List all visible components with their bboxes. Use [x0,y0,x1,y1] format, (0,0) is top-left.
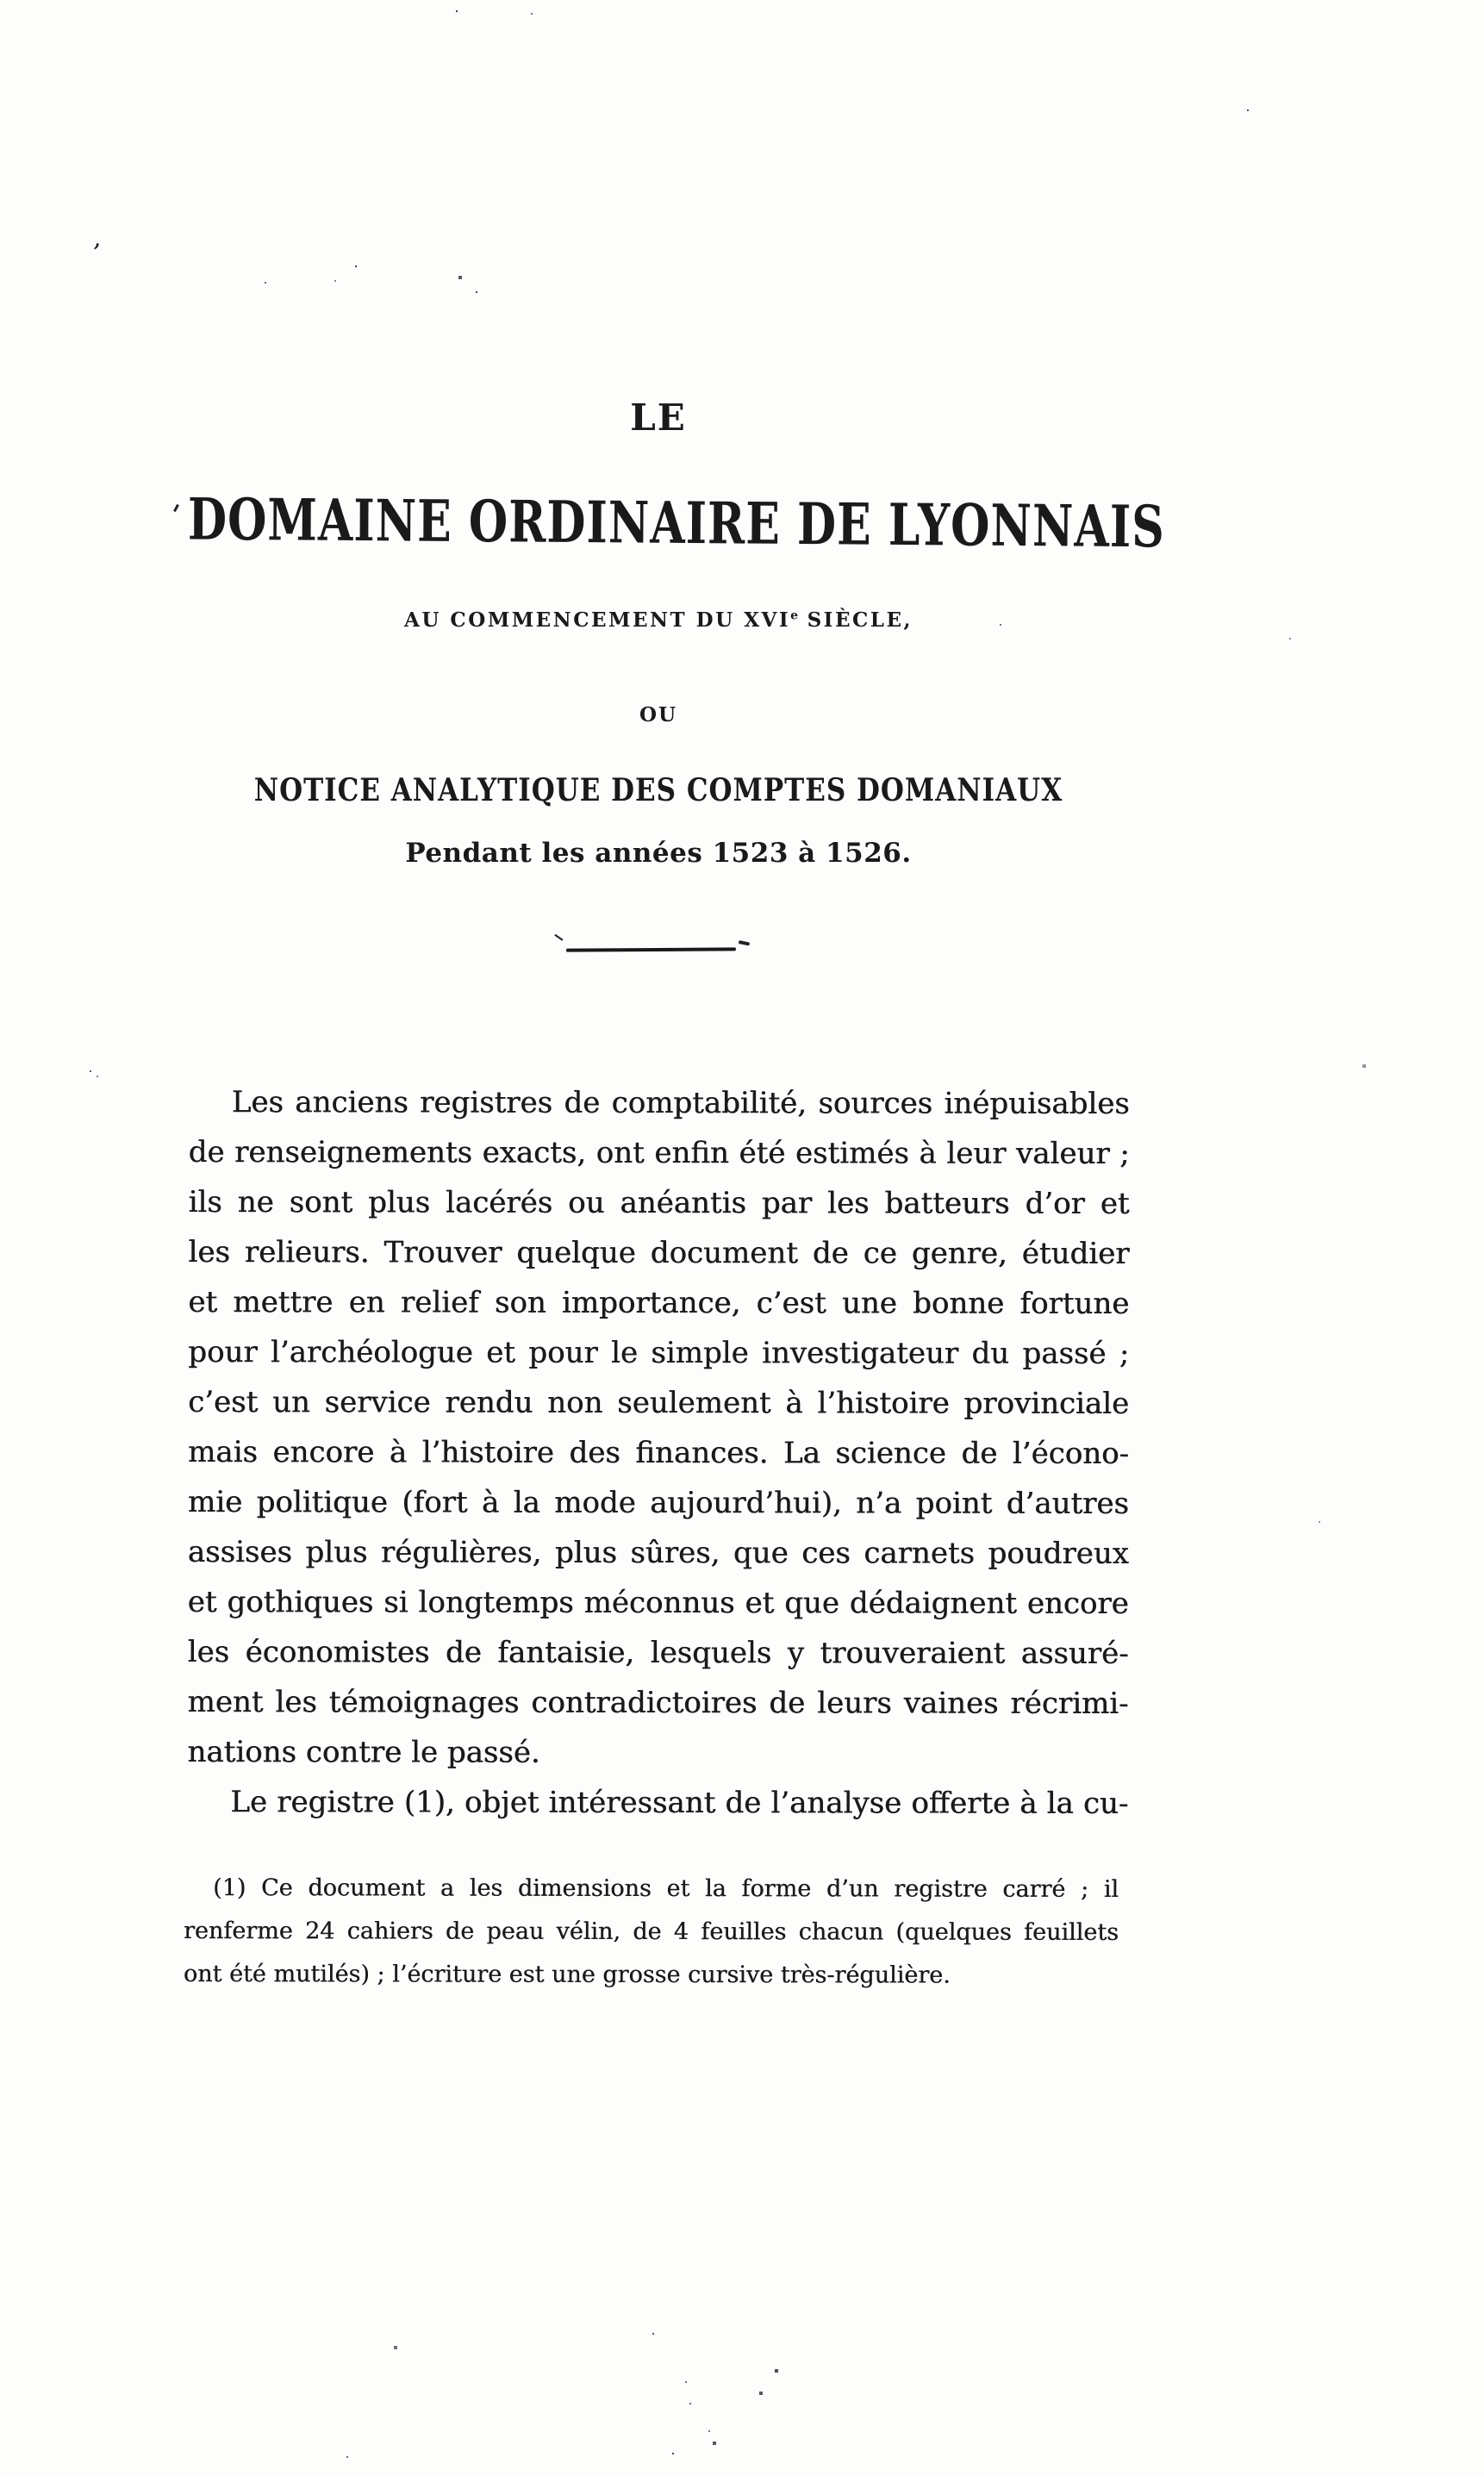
body-line: pour l’archéologue et pour le simple investigateur du passé ; [188,1335,1130,1371]
scan-speck: ’ [89,238,103,270]
body-text [187,1077,1130,1829]
body-line: ils ne sont plus lacérés ou anéantis par les batteurs d’or et [188,1185,1130,1221]
body-line: de renseignements exacts, ont enfin été estimés à leur valeur ; [188,1135,1130,1171]
page-title: DOMAINE ORDINAIRE DE LYONNAIS [187,486,1165,561]
body-line: les économistes de fantaisie, lesquels y trouveraient assuré- [187,1635,1129,1671]
kicker-le: LE [630,396,687,439]
subtitle-text-end: SIÈCLE, [798,608,913,632]
footnote-line: renferme 24 cahiers de peau vélin, de 4 feuilles chacun (quelques feuillets [183,1918,1119,1946]
body-line: mais encore à l’histoire des finances. La science de l’écono- [187,1435,1130,1471]
date-line: Pendant les années 1523 à 1526. [405,838,912,869]
body-line: mie politique (fort à la mode aujourd’hui), n’a point d’autres [187,1485,1129,1521]
body-line: et gothiques si longtemps méconnus et que dédaignent encore [187,1585,1129,1621]
subtitle [188,608,1129,633]
footnote [184,1867,1119,1998]
secondary-title: NOTICE ANALYTIQUE DES COMPTES DOMANIAUX [253,771,1063,809]
body-line: nations contre le passé. [187,1735,540,1770]
body-line: ment les témoignages contradictoires de leurs vaines récrimi- [187,1685,1129,1721]
footnote-line: (1) Ce document a les dimensions et la forme d’un registre carré ; il [213,1874,1119,1903]
scan-speck-field [0,0,2,2]
connector-ou: OU [639,703,678,727]
footnote-line: ont été mutilés) ; l’écriture est une grosse cursive très-régulière. [183,1961,951,1989]
subtitle-text: AU COMMENCEMENT DU XVI [403,608,791,632]
scan-speck [173,504,179,512]
body-line: les relieurs. Trouver quelque document de ce genre, étudier [188,1235,1130,1271]
body-line: c’est un service rendu non seulement à l’histoire provinciale [188,1385,1130,1421]
body-line: assises plus régulières, plus sûres, que ces carnets poudreux [187,1535,1129,1571]
body-line: Les anciens registres de comptabilité, sources inépuisables [231,1085,1130,1121]
separator-rule [566,947,736,951]
body-line: et mettre en relief son importance, c’est une bonne fortune [188,1285,1130,1321]
body-line: Le registre (1), objet intéressant de l’analyse offerte à la cu- [230,1785,1129,1821]
subtitle-superscript: e [790,608,799,623]
